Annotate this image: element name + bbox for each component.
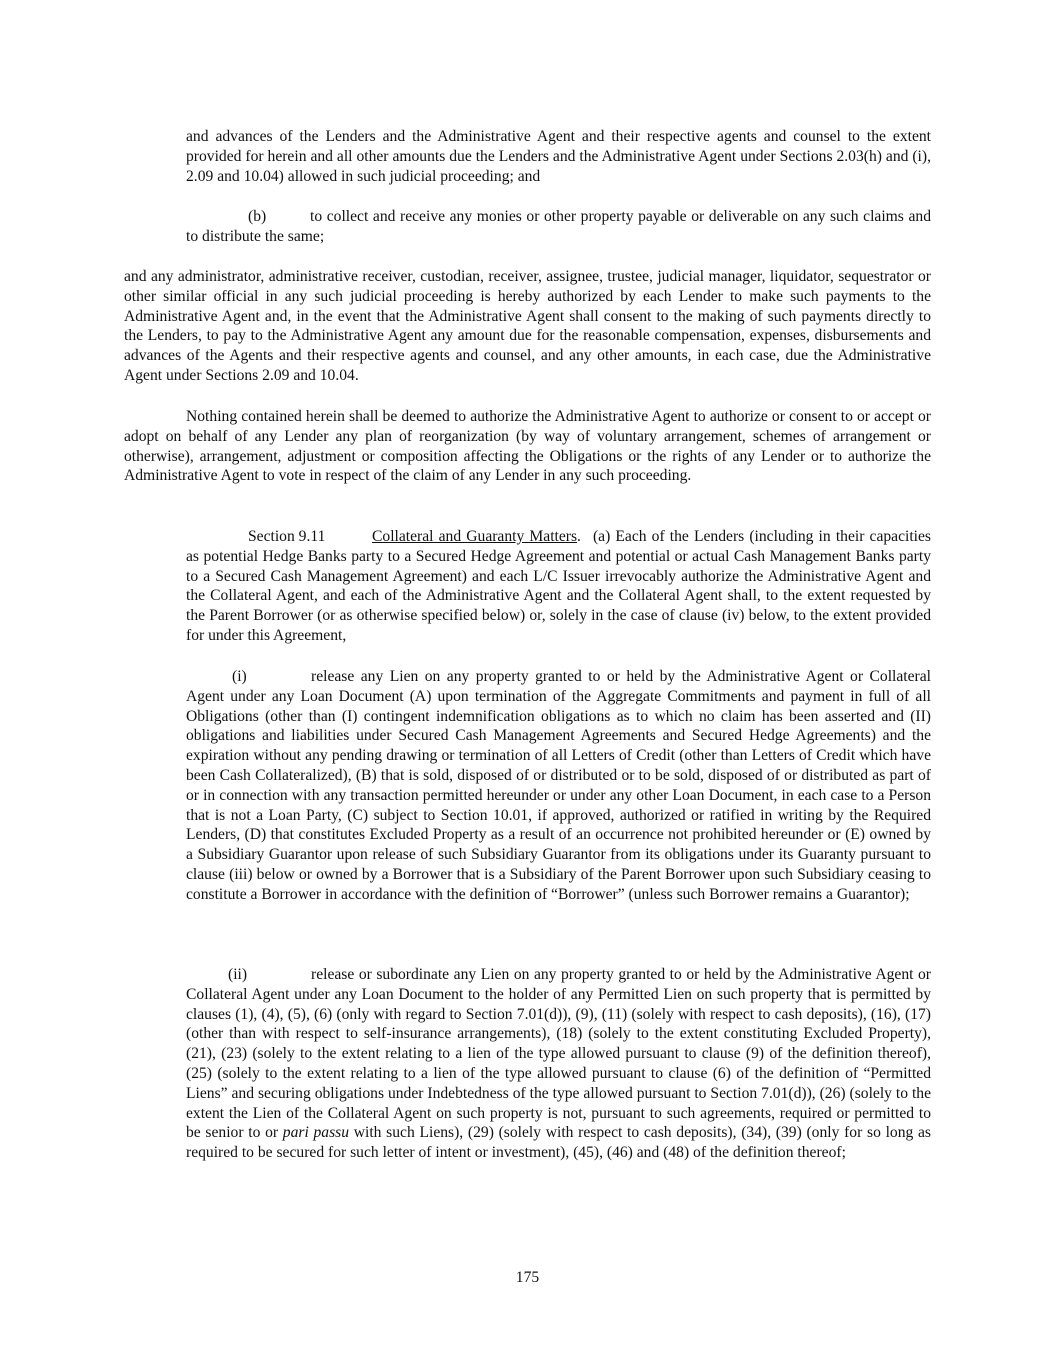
section-title: Collateral and Guaranty Matters [372, 528, 578, 545]
paragraph-text: and advances of the Lenders and the Administrative Agent and their respective agents and counsel to the extent provided for herein and all other amounts due the Lenders and the Administrative Agent under Sections 2.03(h) and (i), 2.09 and 10.04) allowed in such judicial proceeding; and [186, 128, 931, 185]
section-text: (a) Each of the Lenders (including in their capacities as potential Hedge Banks party to a Secured Hedge Agreement and potential or actual Cash Management Banks party to a Secured Cash Management Agreement) and each L/C Issuer irrevocably authorize the Administrative Agent and the Collateral Agent, and each of the Administrative Agent and the Collateral Agent shall, to the extent requested by the Parent Borrower (or as otherwise specified below) or, solely in the case of clause (iv) below, to the extent provided for under this Agreement, [186, 528, 931, 644]
paragraph-nothing-contained [124, 407, 931, 486]
clause-b-label: (b) [248, 208, 267, 225]
clause-ii-text-a: release or subordinate any Lien on any property granted to or held by the Administrative Agent or Collateral Agent under any Loan Document to the holder of any Permitted Lien on such property that is permitted by clauses (1), (4), (5), (6) (only with regard to Section 7.01(d)), (9), (11) (solely with respect to cash deposits), (16), (17) (other than with respect to self-insurance arrangements), (18) (solely to the extent constituting Excluded Property), (21), (23) (solely to the extent relating to a lien of the type allowed pursuant to clause (9) of the definition thereof), (25) (solely to the extent relating to a lien of the type allowed pursuant to clause (6) of the definition of “Permitted Liens” and securing obligations under Indebtedness of the type allowed pursuant to Section 7.01(d)), (26) (solely to the extent the Lien of the Collateral Agent on such property is not, pursuant to such agreements, required or permitted to be senior to or [186, 966, 931, 1142]
clause-i-label: (i) [232, 668, 247, 685]
page-number: 175 [515, 1269, 540, 1286]
section-number: Section 9.11 [248, 528, 326, 545]
clause-b [186, 207, 931, 247]
section-title-period: . [577, 528, 581, 545]
paragraph-administrator [124, 267, 931, 386]
clause-ii-italic: pari passu [282, 1124, 350, 1142]
paragraph-continuation [186, 127, 931, 186]
paragraph-text: Nothing contained herein shall be deemed to authorize the Administrative Agent to authorize or consent to or accept or adopt on behalf of any Lender any plan of reorganization (by way of voluntary arrangement, schemes of arrangement or otherwise), arrangement, adjustment or composition affecting the Obligations or the rights of any Lender or to authorize the Administrative Agent to vote in respect of the claim of any Lender in any such proceeding. [124, 408, 931, 485]
clause-ii-text-b: with such Liens), (29) (solely with respect to cash deposits), (34), (39) (only for so long as required to be secured for such letter of intent or investment), (45), (46) and (48) of the definition thereof; [186, 1124, 931, 1162]
clause-i-text: release any Lien on any property granted to or held by the Administrative Agent or Collateral Agent under any Loan Document (A) upon termination of the Aggregate Commitments and payment in full of all Obligations (other than (I) contingent indemnification obligations as to which no claim has been asserted and (II) obligations and liabilities under Secured Cash Management Agreements and Secured Hedge Agreements) and the expiration without any pending drawing or termination of all Letters of Credit (other than Letters of Credit which have been Cash Collateralized), (B) that is sold, disposed of or distributed or to be sold, disposed of or distributed as part of or in connection with any transaction permitted hereunder or under any other Loan Document, in each case to a Person that is not a Loan Party, (C) subject to Section 10.01, if approved, authorized or ratified in writing by the Required Lenders, (D) that constitutes Excluded Property as a result of an occurrence not prohibited hereunder or (E) owned by a Subsidiary Guarantor upon release of such Subsidiary Guarantor from its obligations under its Guaranty pursuant to clause (iii) below or owned by a Borrower that is a Subsidiary of the Parent Borrower upon such Subsidiary ceasing to constitute a Borrower in accordance with the definition of “Borrower” (unless such Borrower remains a Guarantor); [186, 668, 931, 903]
section-9-11 [186, 527, 931, 646]
clause-ii-label: (ii) [228, 966, 248, 983]
paragraph-text: and any administrator, administrative receiver, custodian, receiver, assignee, trustee, judicial manager, liquidator, sequestrator or other similar official in any such judicial proceeding is hereby authorized by each Lender to make such payments to the Administrative Agent and, in the event that the Administrative Agent shall consent to the making of such payments directly to the Lenders, to pay to the Administrative Agent any amount due for the reasonable compensation, expenses, disbursements and advances of the Agents and their respective agents and counsel, and any other amounts, in each case, due the Administrative Agent under Sections 2.09 and 10.04. [124, 268, 931, 384]
clause-i [186, 667, 931, 905]
clause-b-text: to collect and receive any monies or other property payable or deliverable on any such claims and to distribute the same; [186, 208, 931, 245]
clause-ii [186, 965, 931, 1163]
